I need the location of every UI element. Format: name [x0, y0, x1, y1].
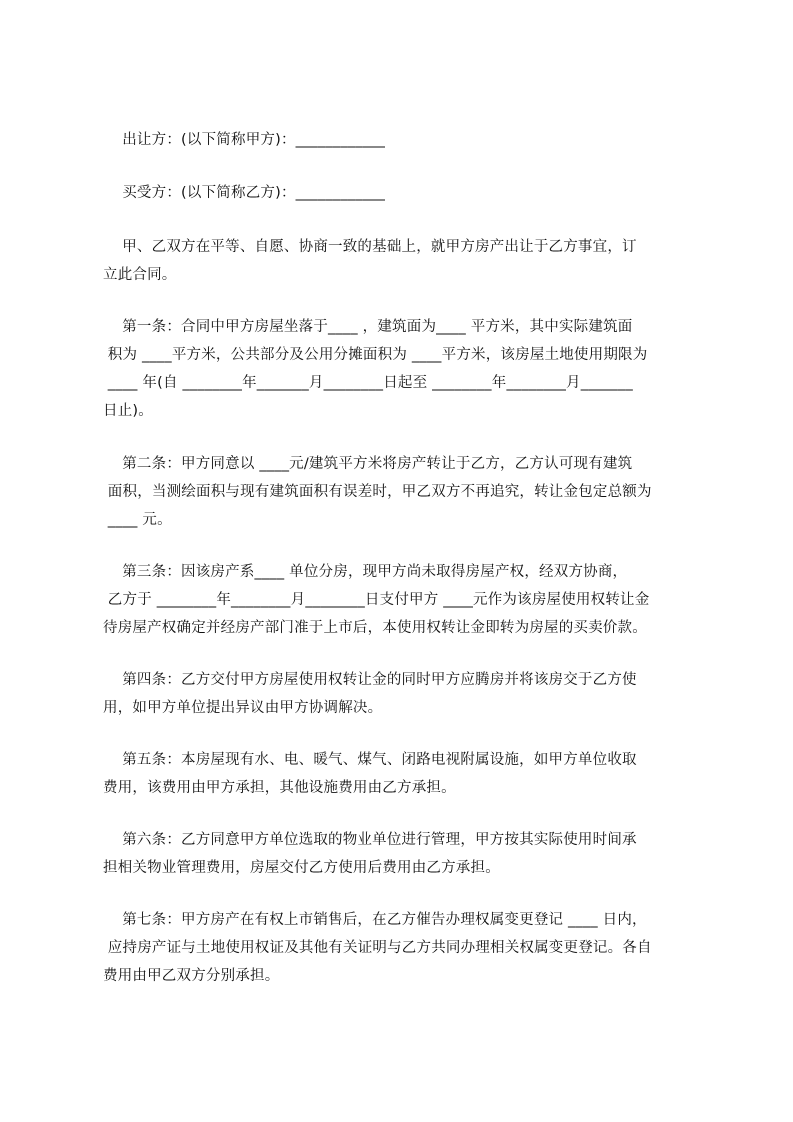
article-1-line-3: ____ 年(自 ________年_______月________日起至 ________年________月_______	[103, 375, 633, 391]
buyer-line: 买受方：(以下简称乙方)：____________	[103, 185, 386, 201]
article-2-line-2: 面积，当测绘面积与现有建筑面积有误差时，甲乙双方不再追究，转让金包定总额为	[103, 484, 652, 500]
article-3-line-2: 乙方于 ________年________月________日支付甲方 ____元作为该房屋使用权转让金	[103, 592, 650, 608]
article-7-line-2: 应持房产证与土地使用权证及其他有关证明与乙方共同办理相关权属变更登记。各自	[103, 940, 652, 956]
article-5-line-1: 第五条：本房屋现有水、电、暖气、煤气、闭路电视附属设施，如甲方单位收取	[103, 752, 637, 768]
article-6-line-2: 担相关物业管理费用，房屋交付乙方使用后费用由乙方承担。	[103, 860, 500, 876]
article-3-line-1: 第三条：因该房产系____ 单位分房，现甲方尚未取得房屋产权，经双方协商，	[103, 564, 628, 580]
preamble-line-1: 甲、乙双方在平等、自愿、协商一致的基础上，就甲方房产出让于乙方事宜，订	[103, 239, 637, 255]
article-3-line-3: 待房屋产权确定并经房产部门准于上市后，本使用权转让金即转为房屋的买卖价款。	[103, 620, 647, 636]
article-4-line-1: 第四条：乙方交付甲方房屋使用权转让金的同时甲方应腾房并将该房交于乙方使	[103, 672, 637, 688]
article-1-line-1: 第一条：合同中甲方房屋坐落于____ ，建筑面为____ 平方米，其中实际建筑面	[103, 319, 633, 335]
article-6-line-1: 第六条：乙方同意甲方单位选取的物业单位进行管理，甲方按其实际使用时间承	[103, 832, 637, 848]
article-1-line-2: 积为 ____平方米，公共部分及公用分摊面积为 ____平方米，该房屋土地使用期限为	[103, 347, 648, 363]
article-2-line-1: 第二条：甲方同意以 ____元/建筑平方米将房产转让于乙方，乙方认可现有建筑	[103, 456, 633, 472]
article-5-line-2: 费用，该费用由甲方承担，其他设施费用由乙方承担。	[103, 780, 456, 796]
article-2-line-3: ____ 元。	[103, 512, 172, 528]
article-1-line-4: 日止)。	[103, 403, 153, 419]
article-7-line-3: 费用由甲乙双方分别承担。	[103, 968, 280, 984]
article-7-line-1: 第七条：甲方房产在有权上市销售后，在乙方催告办理权属变更登记 ____ 日内，	[103, 912, 647, 928]
article-4-line-2: 用，如甲方单位提出异议由甲方协调解决。	[103, 700, 383, 716]
preamble-line-2: 立此合同。	[103, 267, 177, 283]
seller-line: 出让方：(以下简称甲方)：____________	[103, 132, 386, 148]
